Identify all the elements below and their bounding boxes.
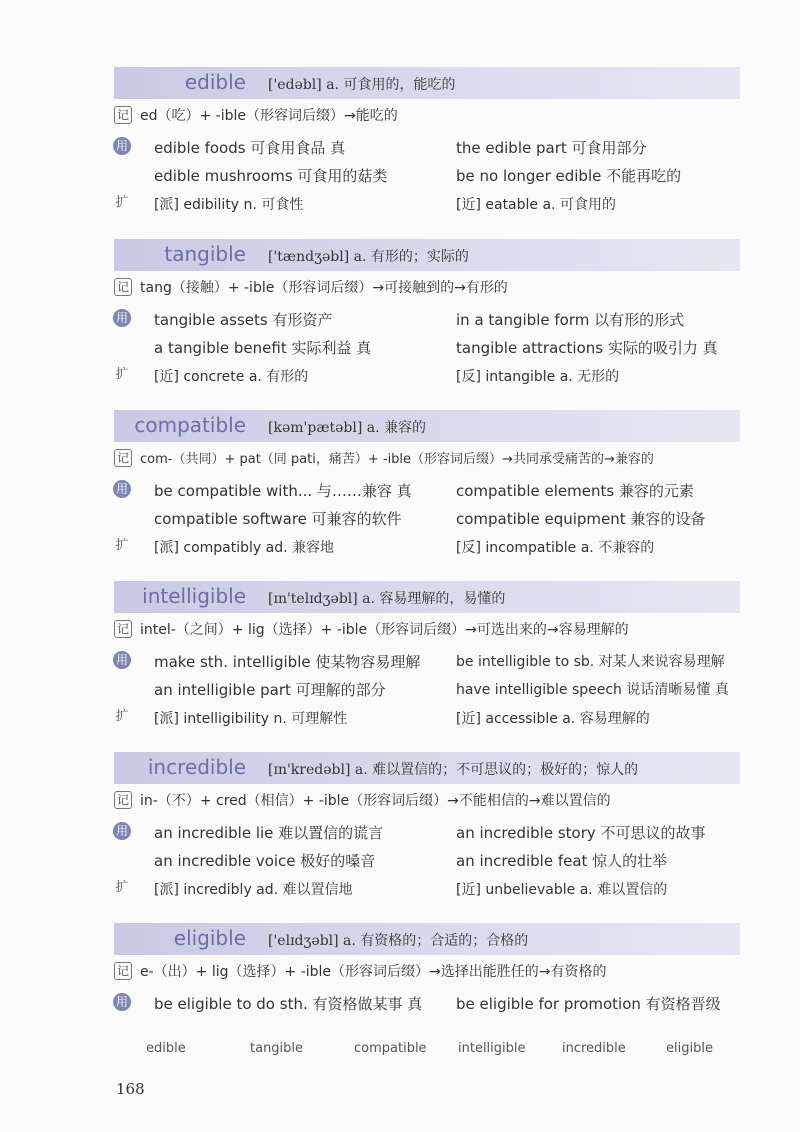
related-word: [派] compatibly ad. 兼容地	[154, 540, 334, 556]
headword: incredible	[147, 755, 246, 779]
extend-icon: 扩	[115, 195, 129, 210]
memory-icon: 记	[114, 962, 132, 980]
phrase: be no longer edible 不能再吃的	[456, 167, 682, 185]
footer-word: intelligible	[458, 1041, 526, 1056]
usage-icon: 用	[113, 309, 131, 327]
etymology: com-（共同）+ pat（同 pati，痛苦）+ -ible（形容词后缀）→共同承受痛苦的→兼容的	[140, 452, 654, 467]
related-word: [近] eatable a. 可食用的	[456, 197, 616, 213]
etymology: intel-（之间）+ lig（选择）+ -ible（形容词后缀）→可选出来的→容易理解的	[140, 622, 629, 638]
memory-icon: 记	[114, 791, 132, 809]
memory-icon: 记	[114, 449, 132, 467]
memory-icon: 记	[114, 620, 132, 638]
phrase: tangible assets 有形资产	[154, 311, 333, 329]
headword-definition: [ɪn'telɪdʒəbl] a. 容易理解的，易懂的	[268, 591, 506, 607]
footer-word: edible	[146, 1041, 186, 1056]
headword: edible	[184, 70, 246, 94]
phrase: the edible part 可食用部分	[456, 139, 647, 157]
related-word: [近] accessible a. 容易理解的	[456, 711, 650, 727]
phrase: be eligible to do sth. 有资格做某事 真	[154, 995, 423, 1013]
phrase: make sth. intelligible 使某物容易理解	[154, 653, 421, 671]
page-number: 168	[116, 1080, 145, 1098]
usage-icon: 用	[113, 137, 131, 155]
memory-icon: 记	[114, 106, 132, 124]
phrase: in a tangible form 以有形的形式	[456, 311, 685, 329]
phrase: edible foods 可食用食品 真	[154, 139, 346, 157]
etymology: in-（不）+ cred（相信）+ -ible（形容词后缀）→不能相信的→难以置信的	[140, 793, 611, 809]
phrase: have intelligible speech 说话清晰易懂 真	[456, 682, 729, 698]
phrase: be eligible for promotion 有资格晋级	[456, 995, 721, 1013]
phrase: tangible attractions 实际的吸引力 真	[456, 339, 718, 357]
phrase: edible mushrooms 可食用的菇类	[154, 167, 388, 185]
headword: intelligible	[142, 584, 246, 608]
related-word: [近] concrete a. 有形的	[154, 369, 309, 385]
extend-icon: 扩	[115, 709, 129, 724]
related-word: [反] intangible a. 无形的	[456, 369, 620, 385]
etymology: ed（吃）+ -ible（形容词后缀）→能吃的	[140, 108, 398, 124]
related-word: [派] incredibly ad. 难以置信地	[154, 882, 353, 898]
extend-icon: 扩	[115, 880, 129, 895]
headword-definition: [ɪn'kredəbl] a. 难以置信的；不可思议的；极好的；惊人的	[268, 762, 639, 778]
phrase: an incredible voice 极好的嗓音	[154, 852, 376, 870]
related-word: [派] edibility n. 可食性	[154, 197, 304, 213]
extend-icon: 扩	[115, 538, 129, 553]
usage-icon: 用	[113, 480, 131, 498]
headword-definition: ['tændʒəbl] a. 有形的；实际的	[268, 249, 469, 265]
footer-word: eligible	[666, 1041, 713, 1056]
phrase: compatible equipment 兼容的设备	[456, 510, 706, 528]
footer-word: tangible	[250, 1041, 304, 1056]
extend-icon: 扩	[115, 367, 129, 382]
headword-definition: ['elɪdʒəbl] a. 有资格的；合适的；合格的	[268, 933, 529, 949]
phrase: an incredible lie 难以置信的谎言	[154, 824, 384, 842]
phrase: an intelligible part 可理解的部分	[154, 681, 386, 699]
footer-word: compatible	[354, 1041, 427, 1056]
headword: compatible	[134, 413, 246, 437]
etymology: e-（出）+ lig（选择）+ -ible（形容词后缀）→选择出能胜任的→有资格的	[140, 964, 607, 980]
phrase: an incredible story 不可思议的故事	[456, 824, 706, 842]
usage-icon: 用	[113, 993, 131, 1011]
headword: tangible	[164, 242, 246, 266]
phrase: be compatible with... 与……兼容 真	[154, 482, 412, 500]
phrase: compatible software 可兼容的软件	[154, 510, 402, 528]
related-word: [反] incompatible a. 不兼容的	[456, 540, 655, 556]
footer-word: incredible	[562, 1041, 626, 1056]
phrase: a tangible benefit 实际利益 真	[154, 339, 372, 357]
usage-icon: 用	[113, 651, 131, 669]
etymology: tang（接触）+ -ible（形容词后缀）→可接触到的→有形的	[140, 280, 508, 296]
memory-icon: 记	[114, 278, 132, 296]
phrase: be intelligible to sb. 对某人来说容易理解	[456, 654, 725, 670]
phrase: an incredible feat 惊人的壮举	[456, 852, 668, 870]
related-word: [近] unbelievable a. 难以置信的	[456, 882, 668, 898]
related-word: [派] intelligibility n. 可理解性	[154, 711, 348, 727]
usage-icon: 用	[113, 822, 131, 840]
phrase: compatible elements 兼容的元素	[456, 482, 694, 500]
headword-definition: ['edəbl] a. 可食用的，能吃的	[268, 77, 456, 93]
headword-definition: [kəm'pætəbl] a. 兼容的	[268, 420, 426, 436]
headword: eligible	[173, 926, 246, 950]
